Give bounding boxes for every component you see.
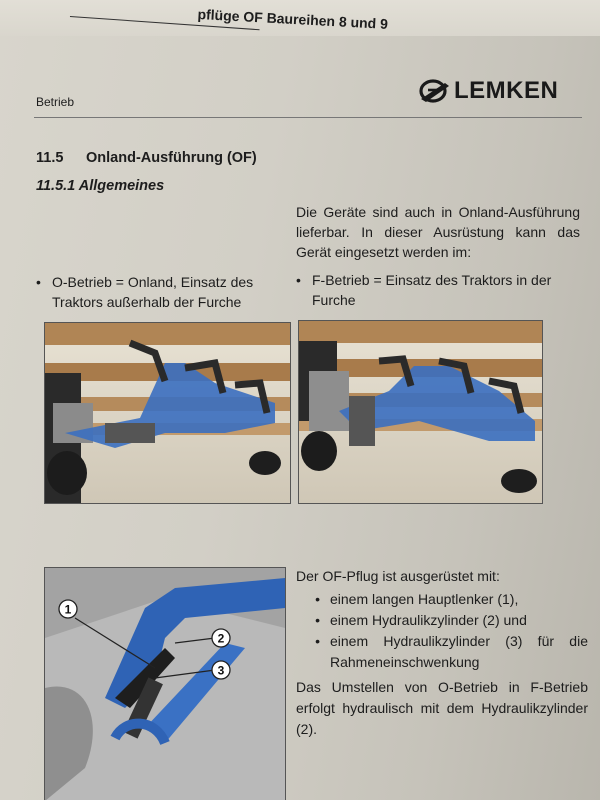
mode-item-furrow <box>296 270 580 310</box>
list-item-text: einem Hydraulikzylinder (3) für die Rahmeneinschwenkung <box>330 633 588 670</box>
equipment-list <box>296 589 588 673</box>
section-title: Onland-Ausführung (OF) <box>86 150 257 166</box>
list-item <box>296 610 588 631</box>
list-item-text: einem Hydraulikzylinder (2) und <box>330 612 527 628</box>
subsection-heading <box>36 178 164 194</box>
photo-onland-mode <box>44 322 291 504</box>
list-item <box>296 631 588 673</box>
bullet-icon: • <box>315 633 320 649</box>
equipment-intro: Der OF-Pflug ist ausgerüstet mit: <box>296 568 500 584</box>
section-label: Betrieb <box>36 95 75 109</box>
photo-furrow-mode <box>298 320 543 504</box>
bullet-icon: • <box>296 272 301 288</box>
mode-text: O-Betrieb = Onland, Einsatz des Traktors außerhalb der Furche <box>52 274 254 310</box>
section-heading <box>36 150 257 166</box>
mode-text: F-Betrieb = Einsatz des Traktors in der Furche <box>312 272 552 308</box>
photo-detail-callouts <box>44 567 286 800</box>
list-item <box>296 589 588 610</box>
brand-name: LEMKEN <box>454 77 559 104</box>
previous-page-title: pflüge OF Baureihen 8 und 9 <box>197 6 389 32</box>
section-number: 11.5 <box>36 150 64 166</box>
intro-paragraph: Die Geräte sind auch in Onland-Ausführung lieferbar. In dieser Ausrüstung kann das Gerät eingesetzt werden im: <box>296 204 580 260</box>
callout-3: 3 <box>217 663 225 678</box>
mode-item-onland <box>36 272 276 312</box>
equipment-conclusion: Das Umstellen von O-Betrieb in F-Betrieb erfolgt hydraulisch mit dem Hydraulikzylinder (2). <box>296 679 588 737</box>
callout-2: 2 <box>217 631 225 646</box>
callout-1: 1 <box>64 602 72 617</box>
header-divider <box>34 117 582 118</box>
lemken-emblem-icon <box>418 77 452 105</box>
bullet-icon: • <box>36 274 41 290</box>
list-item-text: einem langen Hauptlenker (1), <box>330 591 519 607</box>
equipment-description <box>296 566 588 740</box>
bullet-icon: • <box>315 612 320 628</box>
bullet-icon: • <box>315 591 320 607</box>
subsection-title: Allgemeines <box>78 178 165 194</box>
subsection-number: 11.5.1 <box>36 178 76 194</box>
brand-logo <box>418 76 584 106</box>
